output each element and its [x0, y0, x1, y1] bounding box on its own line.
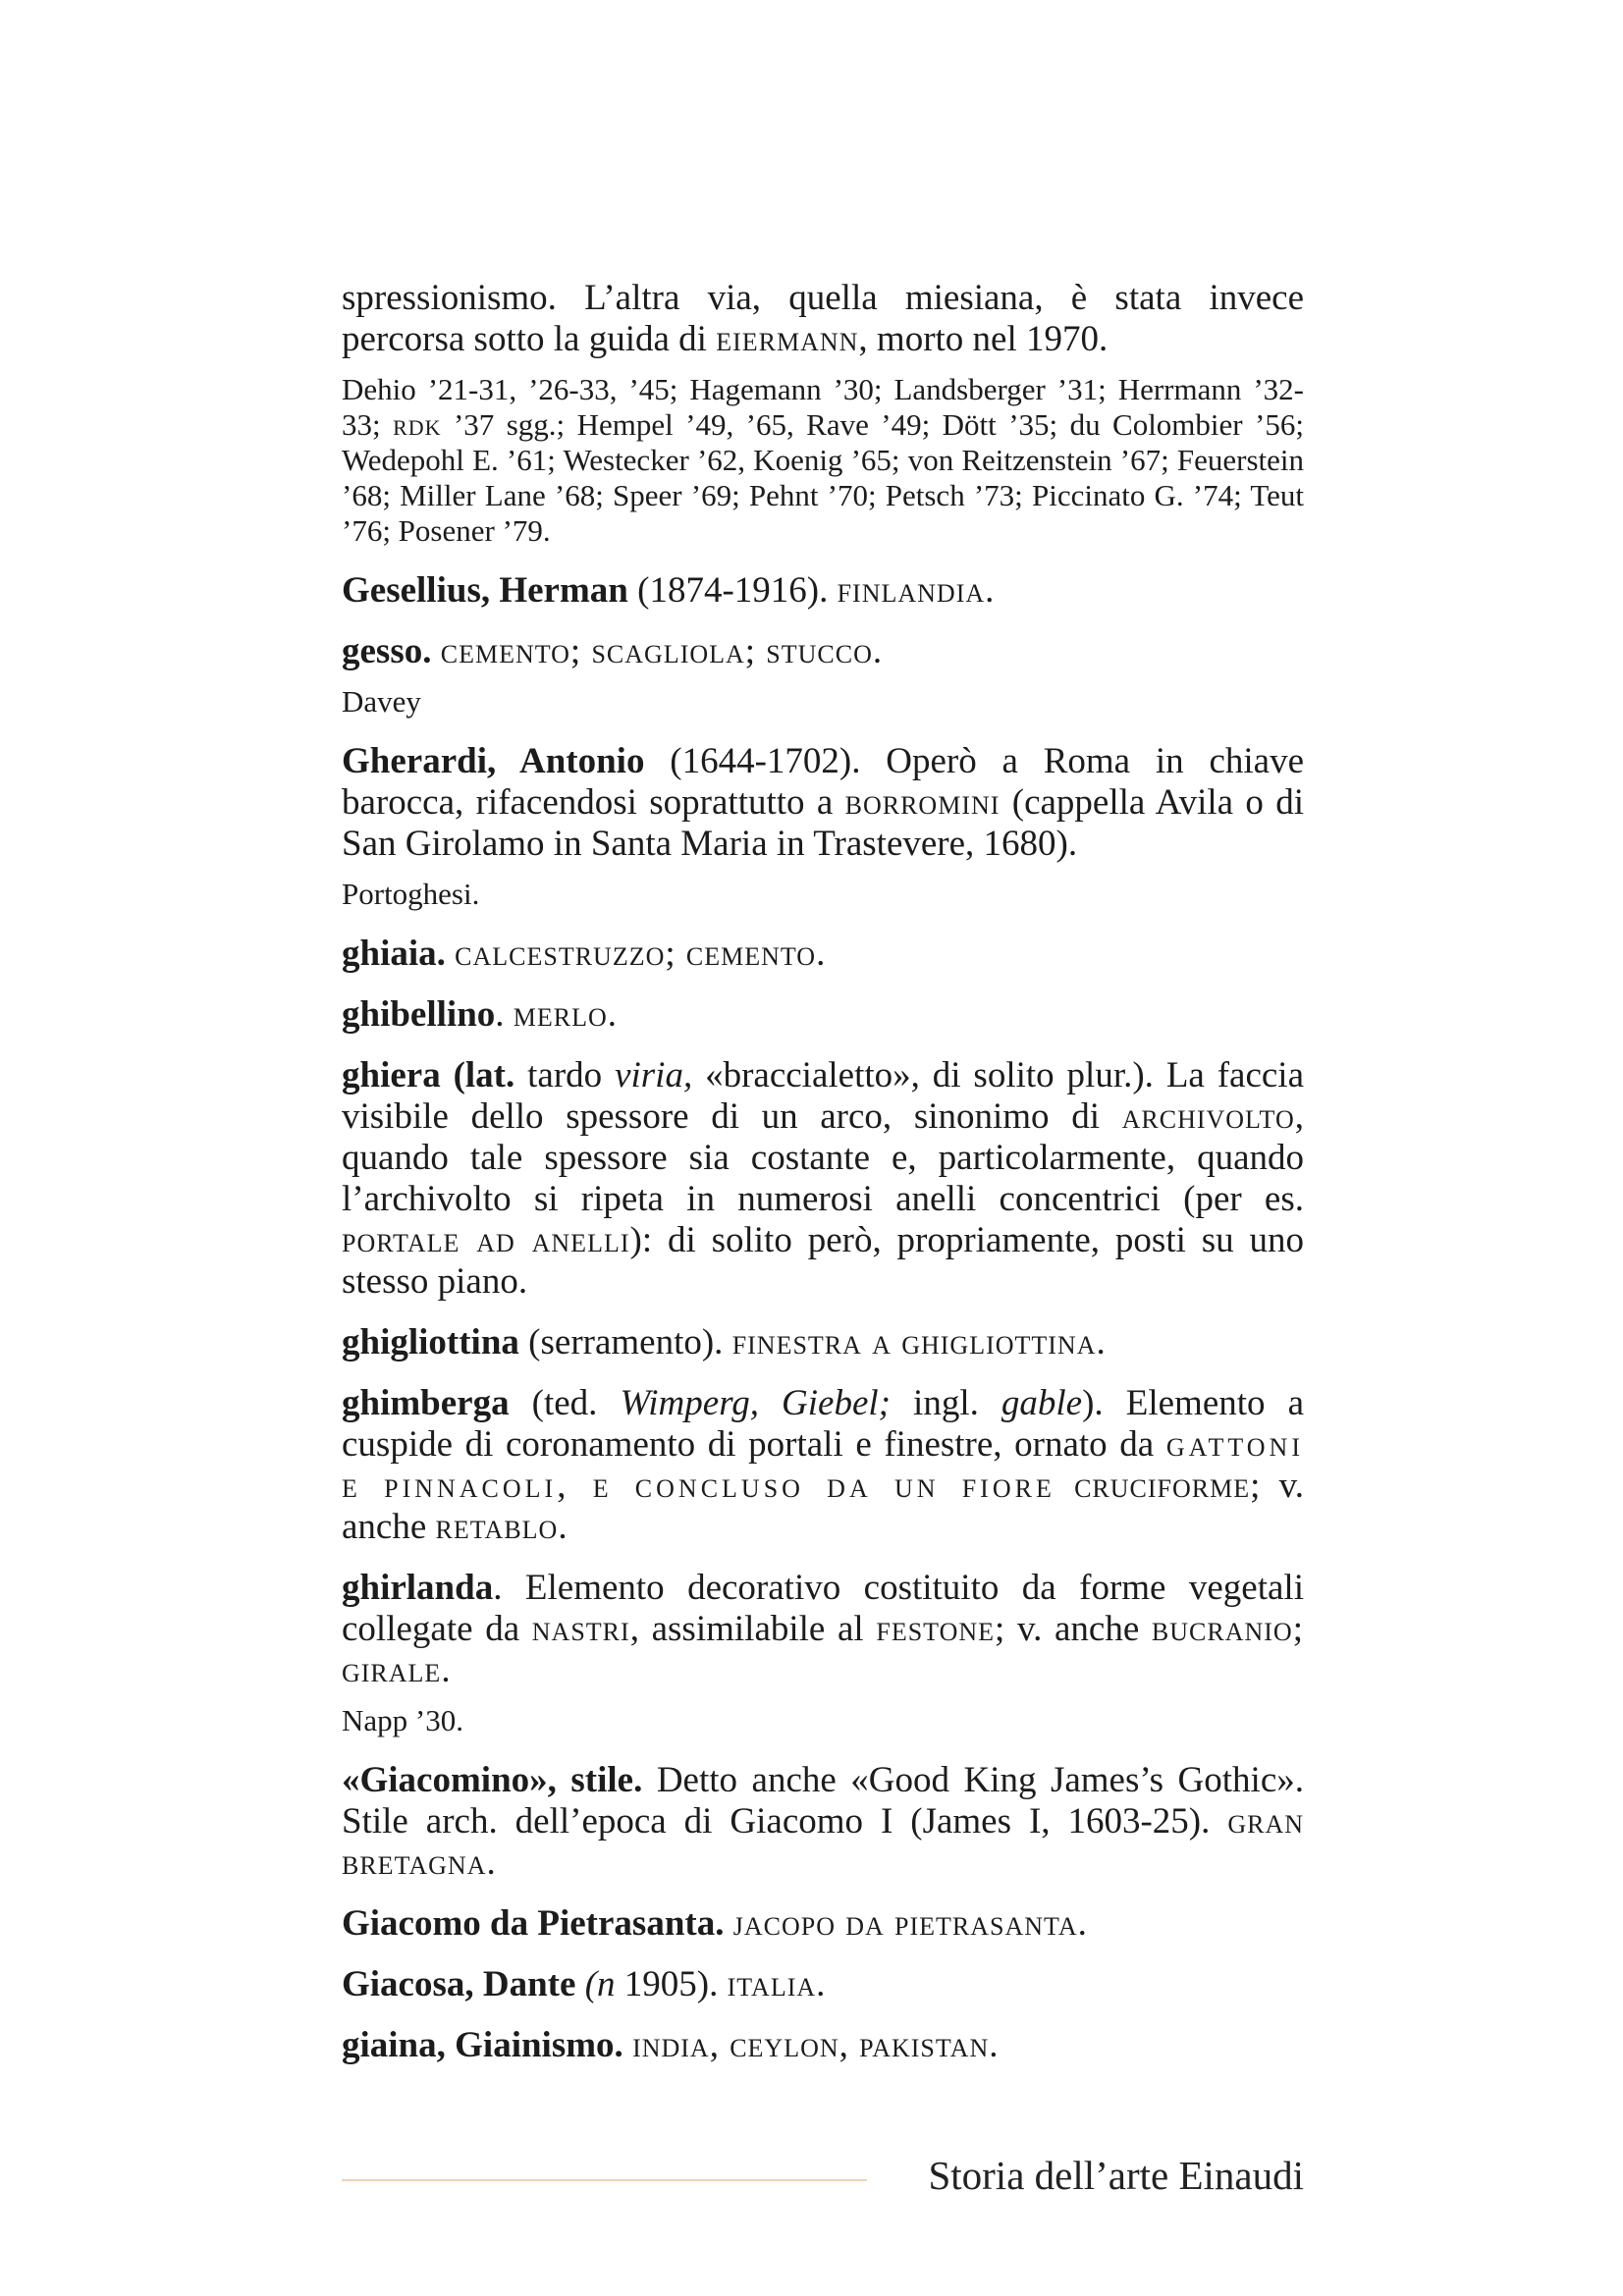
entry-gesellius — [342, 570, 1304, 612]
bibliography — [342, 877, 1304, 912]
text-run: ). Elemento a cuspide di coronamento di portali e finestre, ornato da — [342, 1383, 1304, 1465]
headword: ghiaia. — [342, 934, 446, 974]
entry-giaina — [342, 2025, 1304, 2066]
entry-giacosa — [342, 1964, 1304, 2005]
cross-reference: cemento; scagliola; stucco. — [440, 631, 884, 671]
text-run — [575, 1964, 584, 2004]
text-run: Davey — [342, 684, 421, 719]
text-run: ’37 sgg.; Hempel ’49, ’65, Rave ’49; Dött ’35; du Colombier ’56; Wedepohl E. ’61; Westecker ’62, Koenig ’65; von Reitzenstein ’67; Feuerstein ’68; Miller Lane ’68; Speer ’69; Pehnt ’70; Petsch ’73; Piccinato G. ’74; Teut ’76; Posener ’79. — [342, 407, 1304, 548]
cross-reference: jacopo da pietrasanta. — [732, 1903, 1088, 1944]
cross-reference: calcestruzzo; cemento. — [455, 934, 827, 974]
bibliography — [342, 372, 1304, 549]
bibliography — [342, 684, 1304, 720]
page-footer — [342, 2150, 1304, 2205]
entry-espressionismo-continuation — [342, 278, 1304, 360]
entry-ghigliottina — [342, 1322, 1304, 1363]
text-run: «braccialetto», di solito plur.). La faccia visibile dello spessore di un arco, sinonimo di — [342, 1055, 1305, 1137]
cross-reference: portale ad anelli — [342, 1220, 630, 1260]
text-run: . Elemento decorativo costituito da forme vegetali collegate da — [342, 1568, 1304, 1649]
footer-rule — [342, 2179, 867, 2181]
text-run: ): di solito però, propriamente, posti su uno stesso piano. — [342, 1220, 1304, 1302]
italic-term: (n — [584, 1964, 616, 2004]
text-run: (cappella Avila o di San Girolamo in Santa Maria in Trastevere, 1680). — [342, 782, 1304, 864]
text-run: 1905). — [615, 1964, 728, 2004]
entry-ghimberga — [342, 1383, 1304, 1548]
cross-reference: merlo. — [513, 994, 619, 1035]
cross-reference: finestra a ghigliottina. — [731, 1322, 1107, 1362]
text-run: tardo — [514, 1055, 616, 1095]
cross-reference: retablo. — [435, 1507, 568, 1547]
text-run: ; v. anche — [995, 1609, 1152, 1649]
headword: giaina, Giainismo. — [342, 2025, 623, 2065]
cross-reference: archivolto — [1121, 1096, 1295, 1137]
text-run — [431, 631, 440, 671]
cross-reference: festone — [876, 1609, 996, 1649]
entry-ghiaia — [342, 934, 1304, 975]
cross-reference: italia. — [727, 1964, 827, 2004]
entry-giacomo-da-pietrasanta — [342, 1903, 1304, 1945]
headword: ghirlanda — [342, 1568, 494, 1608]
text-run: Detto anche «Good King James’s Gothic». Stile arch. dell’epoca di Giacomo I (James I, 1603-25). — [342, 1760, 1304, 1842]
text-run: Dehio ’21-31, ’26-33, ’45; Hagemann ’30; Landsberger ’31; Herrmann ’32-33; — [342, 372, 1304, 442]
bibliography — [342, 1703, 1304, 1738]
headword: Giacomo da Pietrasanta. — [342, 1903, 725, 1944]
cross-reference: gran bretagna. — [342, 1801, 1304, 1883]
text-run: (serramento). — [518, 1322, 732, 1362]
italic-term: viria, — [615, 1055, 693, 1095]
italic-term: gable — [1001, 1383, 1083, 1423]
headword: ghigliottina — [342, 1322, 519, 1362]
text-run — [623, 2025, 632, 2065]
cross-reference: eiermann — [716, 319, 859, 359]
text-run: (ted. — [509, 1383, 621, 1423]
cross-reference: india, ceylon, pakistan. — [632, 2025, 1000, 2065]
entry-gherardi — [342, 741, 1304, 865]
cross-reference: rdk — [393, 407, 442, 442]
entry-ghirlanda — [342, 1568, 1304, 1691]
text-run — [446, 934, 455, 974]
text-run: . — [495, 994, 514, 1035]
text-run: ingl. — [890, 1383, 1001, 1423]
cross-reference: gattoni e pinnacoli, e concluso da un fiore — [342, 1424, 1304, 1506]
headword: ghiera (lat. — [342, 1055, 515, 1095]
headword: Gherardi, Antonio — [342, 741, 645, 781]
headword: Gesellius, Herman — [342, 570, 628, 611]
cross-reference: finlandia. — [837, 570, 996, 611]
headword: gesso. — [342, 631, 432, 671]
text-run: Portoghesi. — [342, 877, 480, 911]
dictionary-page — [342, 278, 1304, 2086]
headword: ghimberga — [342, 1383, 510, 1423]
text-run: (1874-1916). — [627, 570, 838, 611]
headword: Giacosa, Dante — [342, 1964, 576, 2004]
cross-reference: bucranio; girale. — [342, 1609, 1304, 1690]
text-run: Napp ’30. — [342, 1703, 463, 1737]
headword: «Giacomino», stile. — [342, 1760, 643, 1800]
text-run: , quando tale spessore sia costante e, particolarmente, quando l’archivolto si ripeta in numerosi anelli concentrici (per es. — [342, 1096, 1304, 1219]
entry-gesso — [342, 631, 1304, 672]
italic-term: Wimperg, Giebel; — [620, 1383, 891, 1423]
cross-reference: cruciforme — [1074, 1466, 1251, 1506]
text-run — [1055, 1466, 1074, 1506]
text-run: ; v. anche — [342, 1466, 1304, 1547]
cross-reference: nastri — [531, 1609, 630, 1649]
headword: ghibellino — [342, 994, 496, 1035]
footer-title: Storia dell’arte Einaudi — [928, 2153, 1304, 2198]
text-run: spressionismo. L’altra via, quella miesiana, è stata invece percorsa sotto la guida di — [342, 278, 1304, 359]
text-run: (1644-1702). Operò a Roma in chiave barocca, rifacendosi soprattutto a — [342, 741, 1305, 823]
entry-giacomino — [342, 1760, 1304, 1884]
entry-ghibellino — [342, 994, 1304, 1036]
entry-ghiera — [342, 1055, 1304, 1303]
cross-reference: borromini — [844, 782, 1001, 823]
text-run: , assimilabile al — [629, 1609, 877, 1649]
text-run — [724, 1903, 732, 1944]
text-run: , morto nel 1970. — [858, 319, 1109, 359]
